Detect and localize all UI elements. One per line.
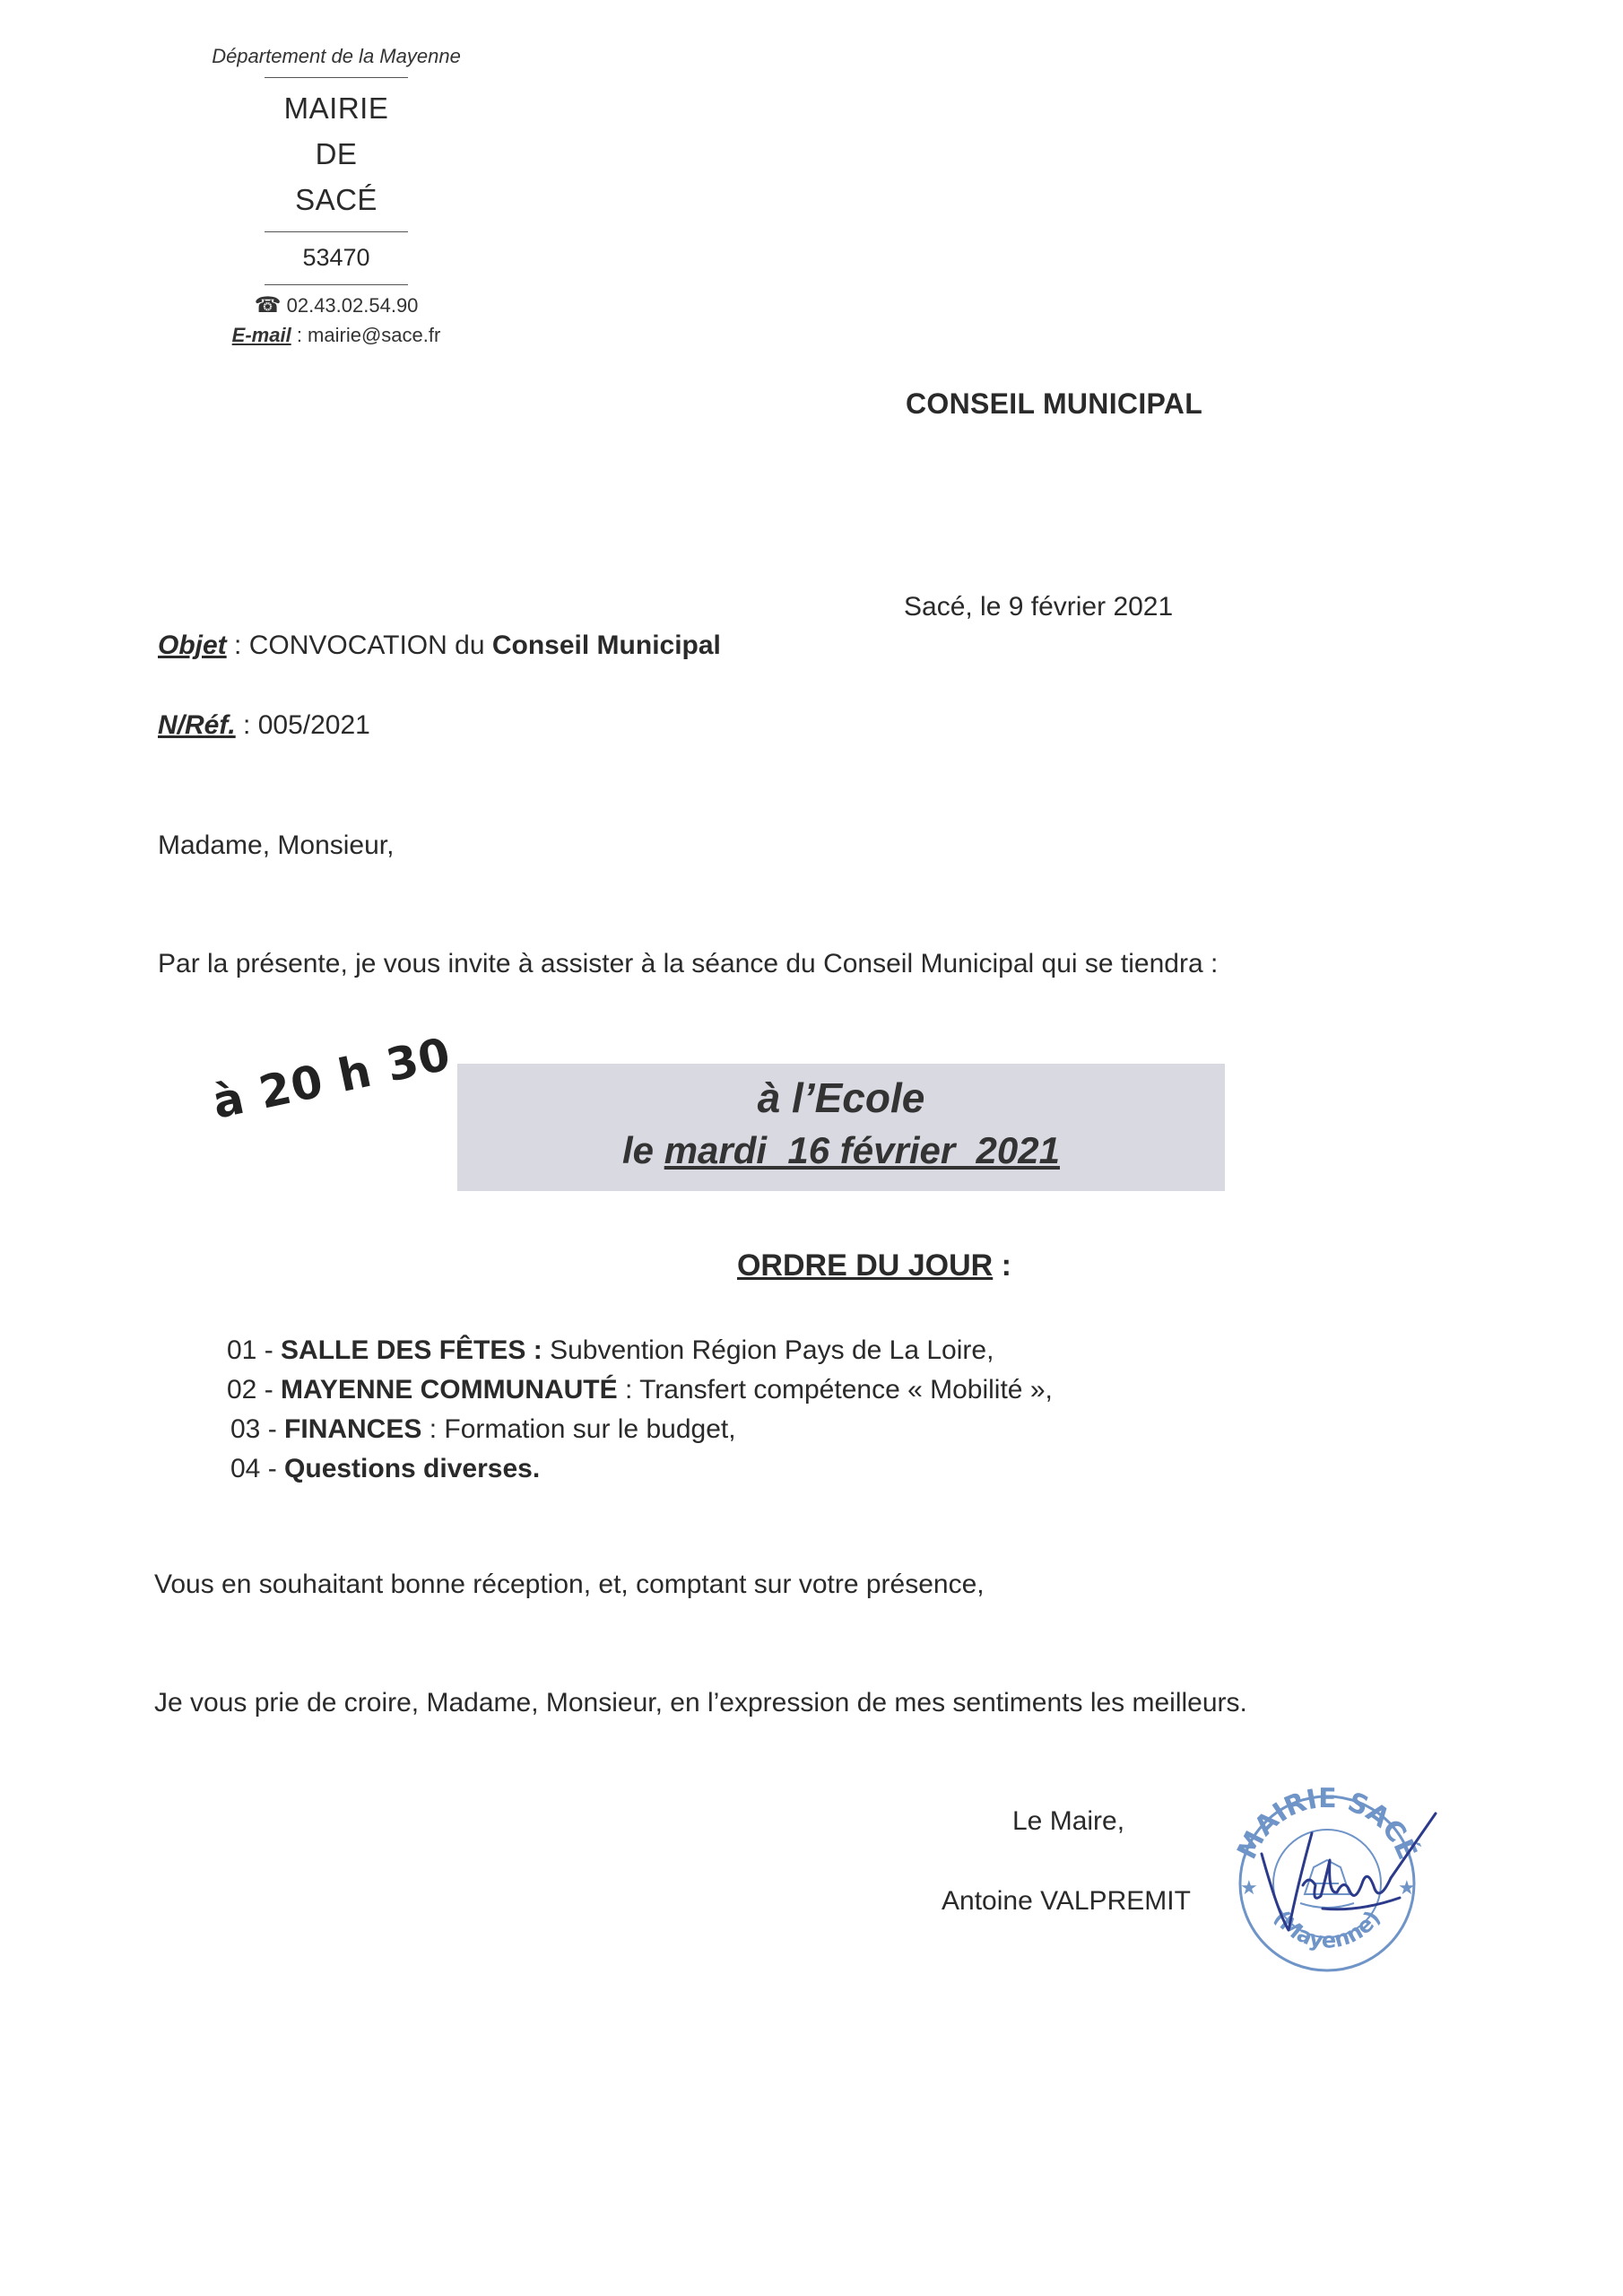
phone-number: 02.43.02.54.90 bbox=[286, 294, 419, 317]
agenda-item-label: SALLE DES FÊTES : bbox=[281, 1335, 542, 1365]
agenda-item-text: : Transfert compétence « Mobilité », bbox=[617, 1375, 1053, 1405]
email-label: E-mail bbox=[231, 324, 291, 346]
agenda-item bbox=[227, 1370, 1053, 1410]
divider bbox=[265, 231, 408, 232]
postal-code: 53470 bbox=[302, 244, 370, 271]
signatory-name: Antoine VALPREMIT bbox=[942, 1886, 1191, 1916]
phone-line bbox=[170, 292, 502, 318]
svg-text:★: ★ bbox=[1398, 1877, 1416, 1900]
objet-label: Objet bbox=[158, 631, 227, 660]
objet-bold-text: Conseil Municipal bbox=[491, 631, 721, 660]
document-header-title: CONSEIL MUNICIPAL bbox=[906, 387, 1203, 420]
letterhead bbox=[170, 45, 502, 347]
phone-icon: ☎ bbox=[254, 293, 282, 317]
agenda-title-line bbox=[0, 1248, 1623, 1283]
signatory-title: Le Maire, bbox=[1012, 1806, 1125, 1836]
mairie-name-line1: MAIRIE bbox=[283, 91, 389, 125]
reference-label: N/Réf. bbox=[158, 710, 236, 740]
svg-text:★: ★ bbox=[1240, 1877, 1258, 1900]
email-separator: : bbox=[291, 324, 308, 346]
seal-text-bottom: (Mayenne) bbox=[1269, 1905, 1385, 1953]
agenda-item-number: 02 - bbox=[227, 1375, 282, 1405]
agenda-item bbox=[227, 1449, 1053, 1489]
meeting-time-stamp: à 20 h 30 bbox=[208, 1027, 456, 1129]
agenda-item bbox=[227, 1410, 1053, 1449]
email-line bbox=[170, 324, 502, 347]
agenda-title-suffix: : bbox=[993, 1248, 1012, 1283]
objet-line bbox=[158, 631, 721, 661]
reference-line bbox=[158, 710, 370, 741]
agenda-item-text: : Formation sur le budget, bbox=[421, 1414, 736, 1444]
closing-line-2: Je vous prie de croire, Madame, Monsieur, en l’expression de mes sentiments les meilleurs. bbox=[154, 1688, 1247, 1718]
official-seal-stamp bbox=[1215, 1778, 1439, 1975]
agenda-list bbox=[227, 1331, 1053, 1489]
salutation: Madame, Monsieur, bbox=[158, 831, 395, 860]
svg-text:(Mayenne) bbox=[1269, 1906, 1385, 1953]
reference-separator: : bbox=[235, 710, 258, 740]
agenda-item-number: 04 - bbox=[230, 1454, 285, 1483]
divider bbox=[265, 284, 408, 285]
seal-text-top: MAIRIE SACÉ bbox=[1231, 1782, 1423, 1865]
objet-separator: : bbox=[226, 631, 249, 660]
objet-text: CONVOCATION du bbox=[248, 631, 492, 660]
meeting-date-line bbox=[457, 1123, 1225, 1178]
meeting-location: à l’Ecole bbox=[757, 1074, 925, 1121]
agenda-item bbox=[227, 1331, 1053, 1370]
meeting-info-box bbox=[457, 1064, 1225, 1191]
agenda-item-number: 03 - bbox=[230, 1414, 285, 1444]
date-line: Sacé, le 9 février 2021 bbox=[904, 592, 1174, 622]
meeting-date: mardi 16 février 2021 bbox=[664, 1129, 1060, 1171]
department-name: Département de la Mayenne bbox=[212, 45, 461, 67]
intro-paragraph: Par la présente, je vous invite à assister à la séance du Conseil Municipal qui se tiendra : bbox=[158, 949, 1219, 978]
svg-text:MAIRIE SACÉ bbox=[1231, 1783, 1423, 1865]
mairie-name-line2: DE bbox=[315, 137, 358, 170]
meeting-date-prefix: le bbox=[622, 1129, 664, 1171]
reference-value: 005/2021 bbox=[257, 710, 370, 740]
agenda-item-label: MAYENNE COMMUNAUTÉ bbox=[281, 1375, 618, 1405]
closing-line-1: Vous en souhaitant bonne réception, et, comptant sur votre présence, bbox=[154, 1570, 985, 1599]
agenda-item-text: Subvention Région Pays de La Loire, bbox=[542, 1335, 994, 1365]
mairie-name-line3: SACÉ bbox=[295, 183, 378, 216]
agenda-title: ORDRE DU JOUR bbox=[736, 1248, 994, 1283]
email-address: mairie@sace.fr bbox=[308, 324, 441, 346]
divider bbox=[265, 77, 408, 78]
agenda-item-label: FINANCES bbox=[284, 1414, 422, 1444]
agenda-item-number: 01 - bbox=[227, 1335, 282, 1365]
agenda-item-label: Questions diverses. bbox=[284, 1454, 541, 1483]
